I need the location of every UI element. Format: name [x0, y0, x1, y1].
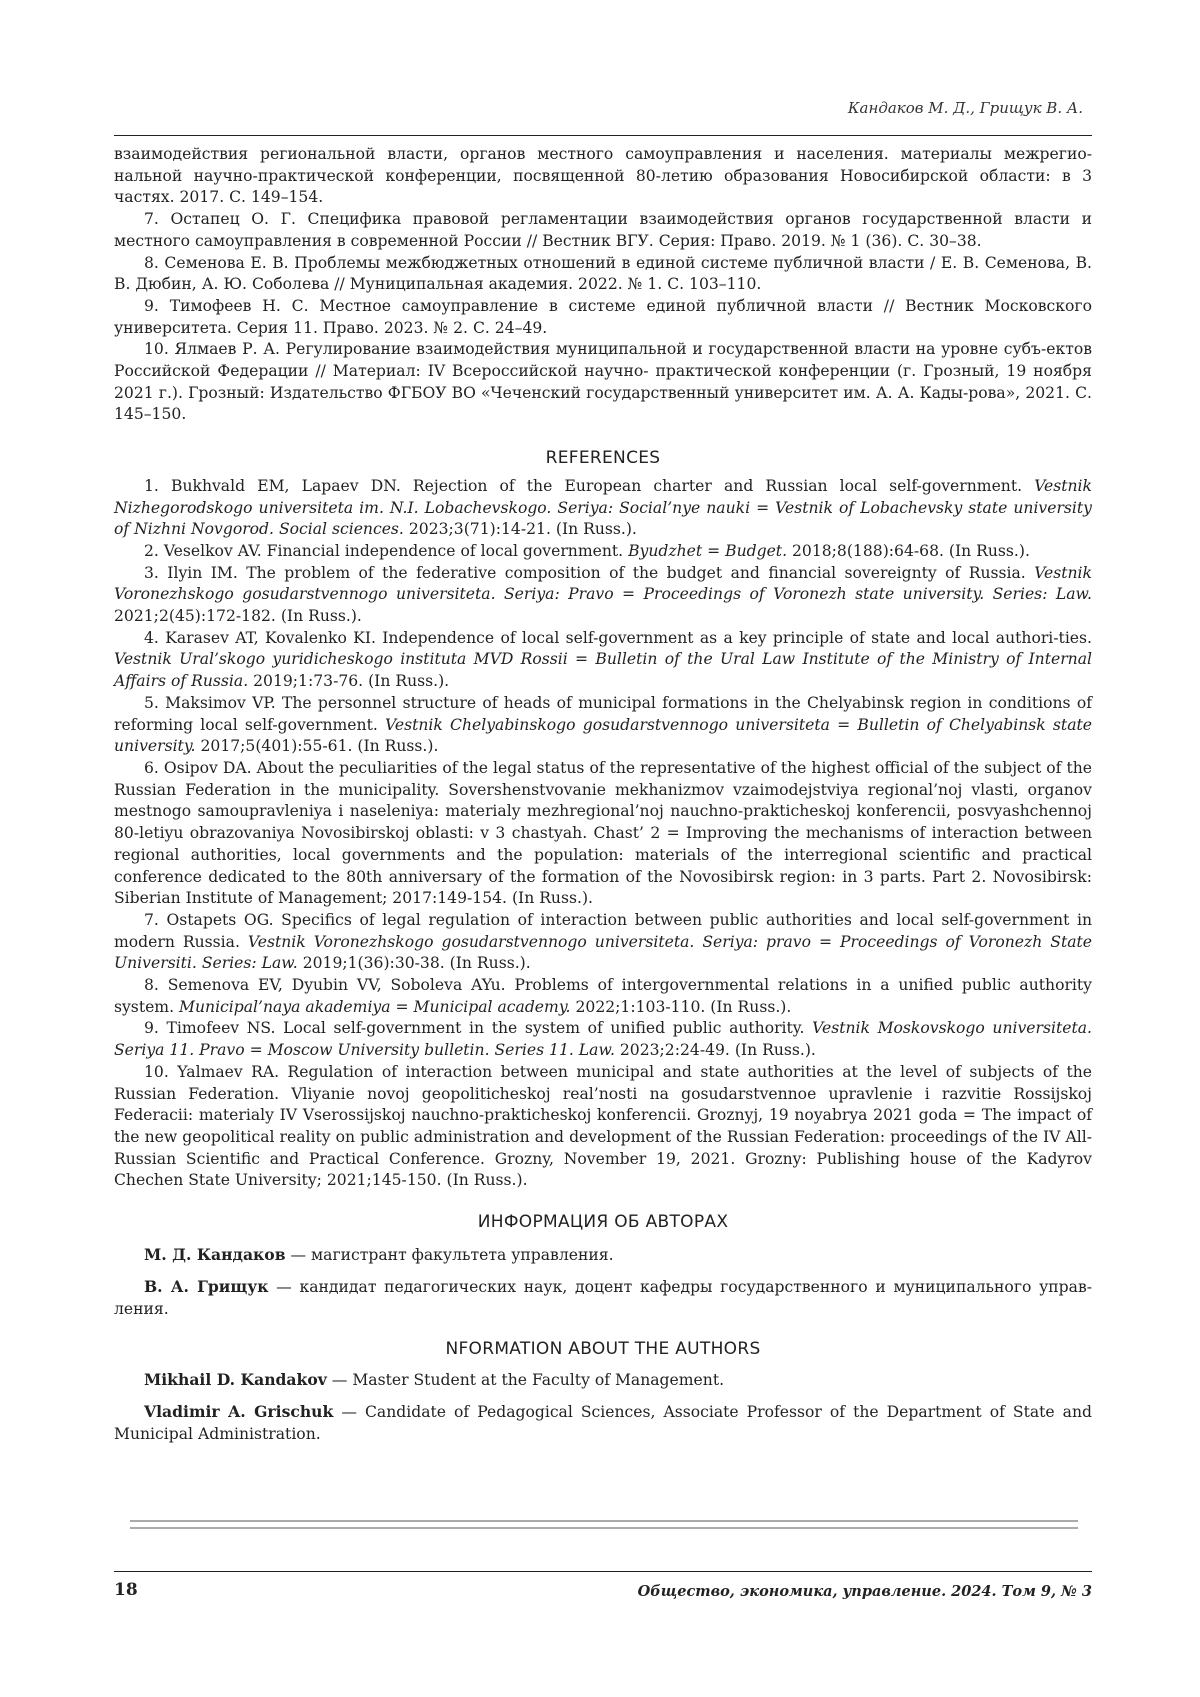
decorative-double-rule — [130, 1520, 1078, 1529]
en-ref-3: 3. Ilyin IM. The problem of the federative composition of the budget and financial sovereignty of Russia. Vestnik Voronezhskogo gosudarstvennogo universiteta. Seriya: Pravo = Proceedings of Voronezh state university. Series: Law. 2021;2(45):172-182. (In Russ.). — [114, 563, 1092, 626]
authors-info-heading-en: NFORMATION ABOUT THE AUTHORS — [445, 1338, 761, 1359]
author-en-1: Mikhail D. Kandakov — Master Student at the Faculty of Management. — [144, 1369, 725, 1389]
ru-ref-10: 10. Ялмаев Р. А. Регулирование взаимодействия муниципальной и государственной власти на уровне субъ-ектов Российской Федерации // Материал: IV Всероссийской научно- практической конференции (г. Грозный, 19 ноября 2021 г.). Грозный: Издательство ФГБОУ ВО «Чеченский государственный университет им. А. А. Кады-рова», 2021. С. 145–150. — [114, 340, 1092, 424]
en-ref-8: 8. Semenova EV, Dyubin VV, Soboleva AYu. Problems of intergovernmental relations in a unified public authority system. Municipal’naya akademiya = Municipal academy. 2022;1:103-110. (In Russ.). — [114, 976, 1092, 1016]
header-divider — [114, 135, 1092, 136]
author-ru-1: М. Д. Кандаков — магистрант факультета управления. — [144, 1244, 614, 1264]
en-ref-9: 9. Timofeev NS. Local self-government in the system of unified public authority. Vestnik Moskovskogo universiteta. Seriya 11. Pravo = Moscow University bulletin. Series 11. Law. 2023;2:24-49. (In Russ.). — [114, 1019, 1092, 1060]
running-header-authors: Кандаков М. Д., Грищук В. А. — [847, 99, 1083, 117]
page-number: 18 — [114, 1580, 138, 1600]
en-ref-5: 5. Maksimov VP. The personnel structure of heads of municipal formations in the Chelyabinsk region in conditions of reforming local self-government. Vestnik Chelyabinskogo gosudarstvennogo universiteta = Bulletin of Chelyabinsk state university. 2017;5(401):55-61. (In Russ.). — [114, 693, 1092, 756]
journal-citation: Общество, экономика, управление. 2024. Том 9, № 3 — [637, 1583, 1092, 1600]
en-ref-10: 10. Yalmaev RA. Regulation of interaction between municipal and state authorities at the level of subjects of the Russian Federation. Vliyanie novoj geopoliticheskoj real’nosti na gosudarstvennoe upravlenie i razvitie Rossijskoj Federacii: materialy IV Vserossijskoj nauchno-prakticheskoj konferencii. Groznyj, 19 noyabrya 2021 goda = The impact of the new geopolitical reality on public administration and development of the Russian Federation: proceedings of the IV All-Russian Scientific and Practical Conference. Grozny, November 19, 2021. Grozny: Publishing house of the Kadyrov Chechen State University; 2021;145-150. (In Russ.). — [114, 1062, 1092, 1190]
ru-ref-9: 9. Тимофеев Н. С. Местное самоуправление в системе единой публичной власти // Вестник Московского университета. Серия 11. Право. 2023. № 2. С. 24–49. — [114, 296, 1092, 337]
ru-ref-8: 8. Семенова Е. В. Проблемы межбюджетных отношений в единой системе публичной власти / Е. В. Семенова, В. В. Дюбин, А. Ю. Соболева // Муниципальная академия. 2022. № 1. С. 103–110. — [114, 253, 1092, 294]
en-ref-7: 7. Ostapets OG. Specifics of legal regulation of interaction between public authorities and local self-government in modern Russia. Vestnik Voronezhskogo gosudarstvennogo universiteta. Seriya: pravo = Proceedings of Voronezh State Universiti. Series: Law. 2019;1(36):30-38. (In Russ.). — [114, 910, 1092, 973]
en-ref-1: 1. Bukhvald EM, Lapaev DN. Rejection of the European charter and Russian local self-government. Vestnik Nizhegorodskogo universiteta im. N.I. Lobachevskogo. Seriya: Social’nye nauki = Vestnik of Lobachevsky state university of Nizhni Novgorod. Social sciences. 2023;3(71):14-21. (In Russ.). — [114, 476, 1092, 539]
author-en-2: Vladimir A. Grischuk — Candidate of Pedagogical Sciences, Associate Professor of the Department of State and Municipal Administration. — [114, 1402, 1092, 1443]
en-ref-4: 4. Karasev AT, Kovalenko KI. Independence of local self-government as a key principle of state and local authori-ties. Vestnik Ural’skogo yuridicheskogo instituta MVD Rossii = Bulletin of the Ural Law Institute of the Ministry of Internal Affairs of Russia. 2019;1:73-76. (In Russ.). — [114, 628, 1092, 691]
authors-info-heading-ru: ИНФОРМАЦИЯ ОБ АВТОРАХ — [477, 1212, 729, 1233]
en-ref-6: 6. Osipov DA. About the peculiarities of the legal status of the representative of the highest official of the subject of the Russian Federation in the municipality. Sovershenstvovanie mekhanizmov vzaimodejstviya regional’noj vlasti, organov mestnogo samoupravleniya i naseleniya: materialy mezhregional’noj nauchno-prakticheskoj konferencii, posvyashchennoj 80-letiyu obrazovaniya Novosibirskoj oblasti: v 3 chastyah. Chast’ 2 = Improving the mechanisms of interaction between regional authorities, local governments and the population: materials of the interregional scientific and practical conference dedicated to the 80th anniversary of the formation of the Novosibirsk region: in 3 parts. Part 2. Novosibirsk: Siberian Institute of Management; 2017:149-154. (In Russ.). — [114, 758, 1092, 908]
references-heading: REFERENCES — [545, 448, 661, 469]
ru-ref-7: 7. Остапец О. Г. Специфика правовой регламентации взаимодействия органов государственной власти и местного самоуправления в современной России // Вестник ВГУ. Серия: Право. 2019. № 1 (36). С. 30–38. — [114, 210, 1092, 250]
en-ref-2: 2. Veselkov AV. Financial independence of local government. Byudzhet = Budget. 2018;8(188):64-68. (In Russ.). — [144, 541, 1030, 560]
author-ru-2: В. А. Грищук — кандидат педагогических наук, доцент кафедры государственного и муниципального управ-ления. — [114, 1277, 1092, 1319]
footer-divider — [114, 1571, 1092, 1572]
page-body — [114, 144, 1092, 1456]
ru-ref-6-continued: взаимодействия региональной власти, органов местного самоуправления и населения. материалы межрегио-нальной научно-практической конференции, посвященной 80-летию образования Новосибирской области: в 3 частях. 2017. С. 149–154. — [114, 145, 1092, 207]
